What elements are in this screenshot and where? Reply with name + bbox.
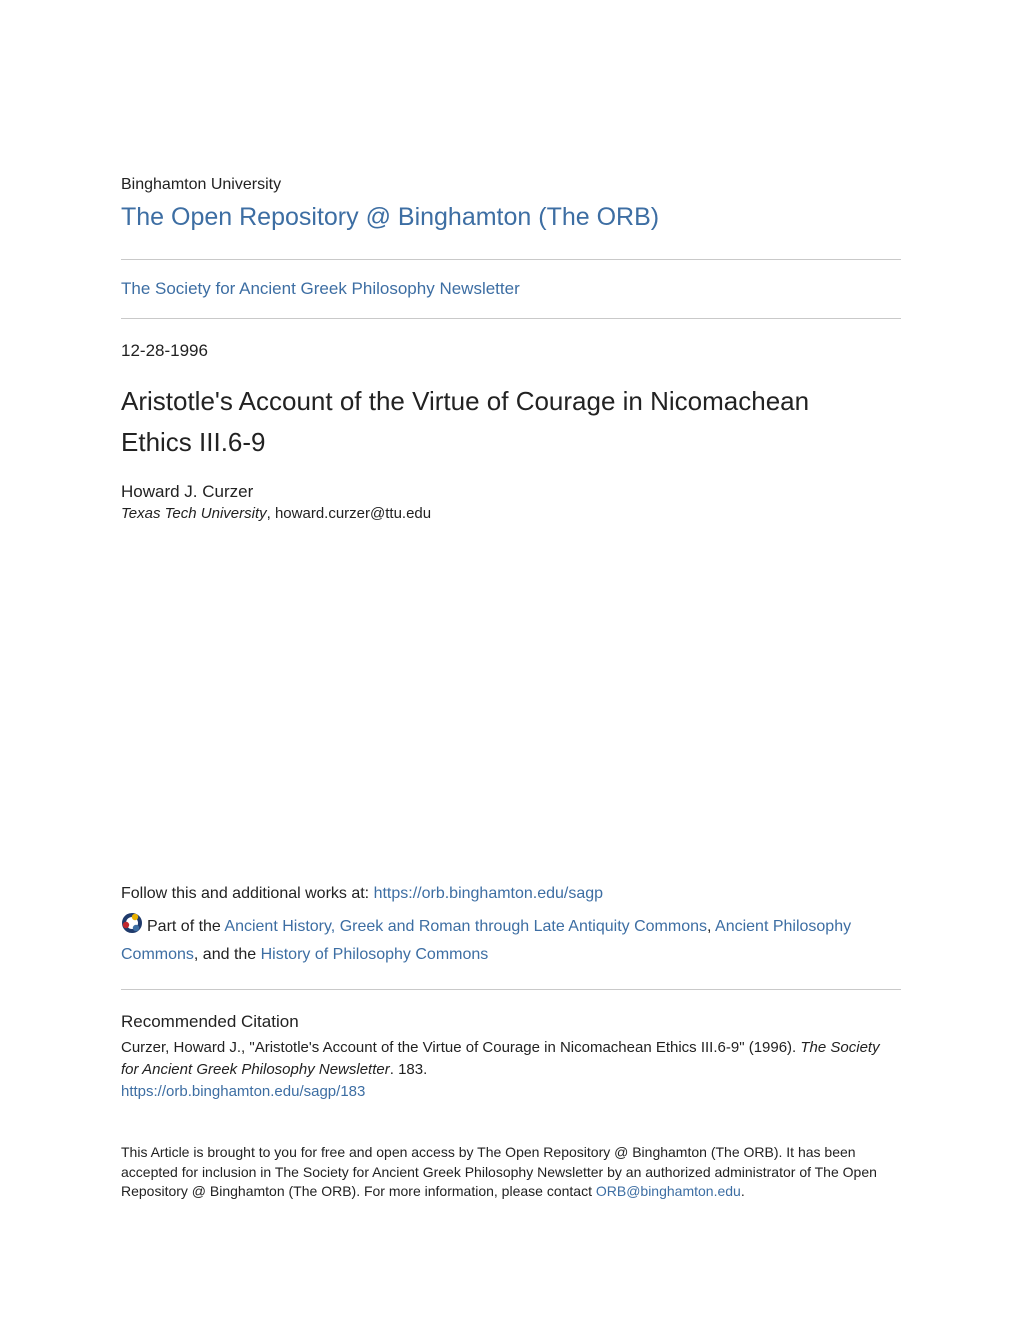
citation-text: Curzer, Howard J., "Aristotle's Account of the Virtue of Courage in Nicomachean Ethics III.6-9" (1996). xyxy=(121,1039,801,1056)
affiliation-name: Texas Tech University xyxy=(121,505,267,522)
follow-line xyxy=(121,885,603,903)
citation-heading: Recommended Citation xyxy=(121,1012,299,1031)
affiliation-separator: , xyxy=(266,505,275,522)
commons-link-ancient-philosophy[interactable]: Ancient Philosophy Commons xyxy=(121,918,852,963)
citation-body xyxy=(121,1037,901,1103)
follow-link[interactable]: https://orb.binghamton.edu/sagp xyxy=(373,885,604,902)
footer-end: . xyxy=(740,1183,745,1199)
commons-link-history-philosophy[interactable]: History of Philosophy Commons xyxy=(260,946,489,963)
commons-network-icon xyxy=(121,912,143,934)
commons-link-ancient-history[interactable]: Ancient History, Greek and Roman through Late Antiquity Commons xyxy=(224,918,707,935)
part-of-prefix: Part of the xyxy=(147,918,225,935)
author-email: howard.curzer@ttu.edu xyxy=(274,505,432,522)
author-name: Howard J. Curzer xyxy=(121,482,254,501)
repository-link[interactable]: The Open Repository @ Binghamton (The ORB) xyxy=(121,203,660,231)
divider xyxy=(121,989,901,990)
publication-date: 12-28-1996 xyxy=(121,341,208,360)
author-affiliation xyxy=(121,505,431,522)
contact-email-link[interactable]: ORB@binghamton.edu xyxy=(595,1183,741,1199)
citation-link[interactable]: https://orb.binghamton.edu/sagp/183 xyxy=(121,1083,366,1100)
divider xyxy=(121,259,901,260)
part-of-line xyxy=(121,912,901,969)
footer-text: This Article is brought to you for free and open access by The Open Repository @ Binghamton (The ORB). It has been accepted for inclusion in The Society for Ancient Greek Philosophy Newsletter by an authorized administrator of The Open Repository @ Binghamton (The ORB). For more information, please contact xyxy=(121,1144,877,1199)
part-of-separator: , and the xyxy=(193,946,261,963)
series-link[interactable]: The Society for Ancient Greek Philosophy Newsletter xyxy=(121,279,520,298)
citation-journal: The Society for Ancient Greek Philosophy Newsletter xyxy=(121,1039,880,1078)
article-title: Aristotle's Account of the Virtue of Courage in Nicomachean Ethics III.6-9 xyxy=(121,386,810,457)
part-of-separator: , xyxy=(707,918,716,935)
divider xyxy=(121,318,901,319)
follow-label: Follow this and additional works at: xyxy=(121,885,374,902)
citation-issue: . 183. xyxy=(389,1061,428,1078)
institution-name: Binghamton University xyxy=(121,176,282,193)
access-notice xyxy=(121,1143,901,1202)
